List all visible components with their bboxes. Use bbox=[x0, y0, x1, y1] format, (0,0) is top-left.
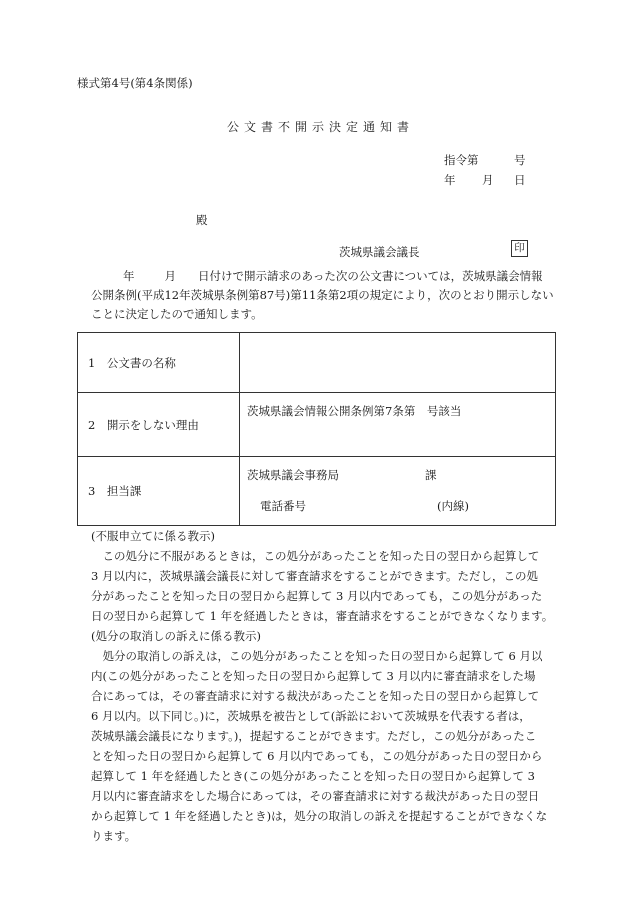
instruction-notes bbox=[91, 526, 561, 846]
note-line: 月以内に審査請求をした場合にあっては，その審査請求に対する裁決があった日の翌日 bbox=[91, 789, 540, 803]
table-row bbox=[78, 333, 556, 393]
intro-paragraph bbox=[91, 267, 553, 324]
department-section: 課 bbox=[425, 468, 437, 482]
note-line: 処分の取消しの訴えは，この処分があったことを知った日の翌日から起算して 6 月以 bbox=[91, 649, 543, 663]
intro-year: 年 bbox=[123, 269, 135, 283]
form-number: 様式第4号(第4条関係) bbox=[77, 76, 193, 90]
issue-date bbox=[444, 172, 526, 188]
intro-month: 月 bbox=[164, 269, 176, 283]
nondisclosure-reason-value: 茨城県議会情報公開条例第7条第 号該当 bbox=[247, 404, 462, 418]
addressee: 殿 bbox=[196, 213, 208, 227]
note-line: 分があったことを知った日の翌日から起算して 3 月以内であっても，この処分があった bbox=[91, 589, 543, 603]
date-year: 年 bbox=[444, 173, 456, 187]
note-line: ります。 bbox=[91, 829, 137, 843]
table-row bbox=[78, 457, 556, 526]
note-line: とを知った日の翌日から起算して 6 月以内であっても，この処分があった日の翌日から bbox=[91, 749, 543, 763]
note-line: から起算して 1 年を経過したとき)は，処分の取消しの訴えを提起することができなくな bbox=[91, 809, 548, 823]
reference-number bbox=[444, 152, 526, 168]
intro-line-3: ことに決定したので通知します。 bbox=[91, 307, 263, 321]
note-line: 日の翌日から起算して 1 年を経過したときは，審査請求をすることができなくなります。 bbox=[91, 609, 554, 623]
disclosure-table bbox=[77, 332, 556, 526]
nondisclosure-reason-cell bbox=[240, 393, 556, 457]
note-line: 合にあっては，その審査請求に対する裁決があったことを知った日の翌日から起算して bbox=[91, 689, 540, 703]
intro-line-1-rest: 日付けで開示請求のあった次の公文書については，茨城県議会情報 bbox=[198, 269, 543, 283]
note-line: (不服申立てに係る教示) bbox=[91, 529, 215, 543]
seal-mark: 印 bbox=[511, 240, 528, 257]
phone-label: 電話番号 bbox=[260, 499, 306, 513]
reference-prefix: 指令第 bbox=[444, 153, 479, 167]
document-name-value bbox=[240, 333, 556, 393]
document-title: 公文書不開示決定通知書 bbox=[227, 120, 415, 134]
date-day: 日 bbox=[514, 173, 526, 187]
phone-extension: (内線) bbox=[437, 499, 469, 513]
department-office: 茨城県議会事務局 bbox=[247, 468, 339, 482]
department-label: 3 担当課 bbox=[78, 457, 240, 526]
department-cell bbox=[240, 457, 556, 526]
document-name-label: 1 公文書の名称 bbox=[78, 333, 240, 393]
note-line: この処分に不服があるときは，この処分があったことを知った日の翌日から起算して bbox=[91, 549, 540, 563]
nondisclosure-reason-label: 2 開示をしない理由 bbox=[78, 393, 240, 457]
note-line: 3 月以内に，茨城県議会議長に対して審査請求をすることができます。ただし，この処 bbox=[91, 569, 539, 583]
note-line: 起算して 1 年を経過したとき(この処分があったことを知った日の翌日から起算して 3 bbox=[91, 769, 535, 783]
note-line: 6 月以内。以下同じ。)に，茨城県を被告として(訴訟において茨城県を代表する者は， bbox=[91, 709, 531, 723]
note-line: 内(この処分があったことを知った日の翌日から起算して 3 月以内に審査請求をした場 bbox=[91, 669, 536, 683]
date-month: 月 bbox=[482, 173, 494, 187]
note-line: (処分の取消しの訴えに係る教示) bbox=[91, 629, 261, 643]
intro-line-2: 公開条例(平成12年茨城県条例第87号)第11条第2項の規定により，次のとおり開示しない bbox=[91, 288, 554, 302]
intro-line-1 bbox=[91, 267, 553, 286]
sender: 茨城県議会議長 bbox=[339, 245, 420, 259]
reference-unit: 号 bbox=[514, 153, 526, 167]
table-row bbox=[78, 393, 556, 457]
note-line: 茨城県議会議長になります。)，提起することができます。ただし，この処分があったこ bbox=[91, 729, 537, 743]
